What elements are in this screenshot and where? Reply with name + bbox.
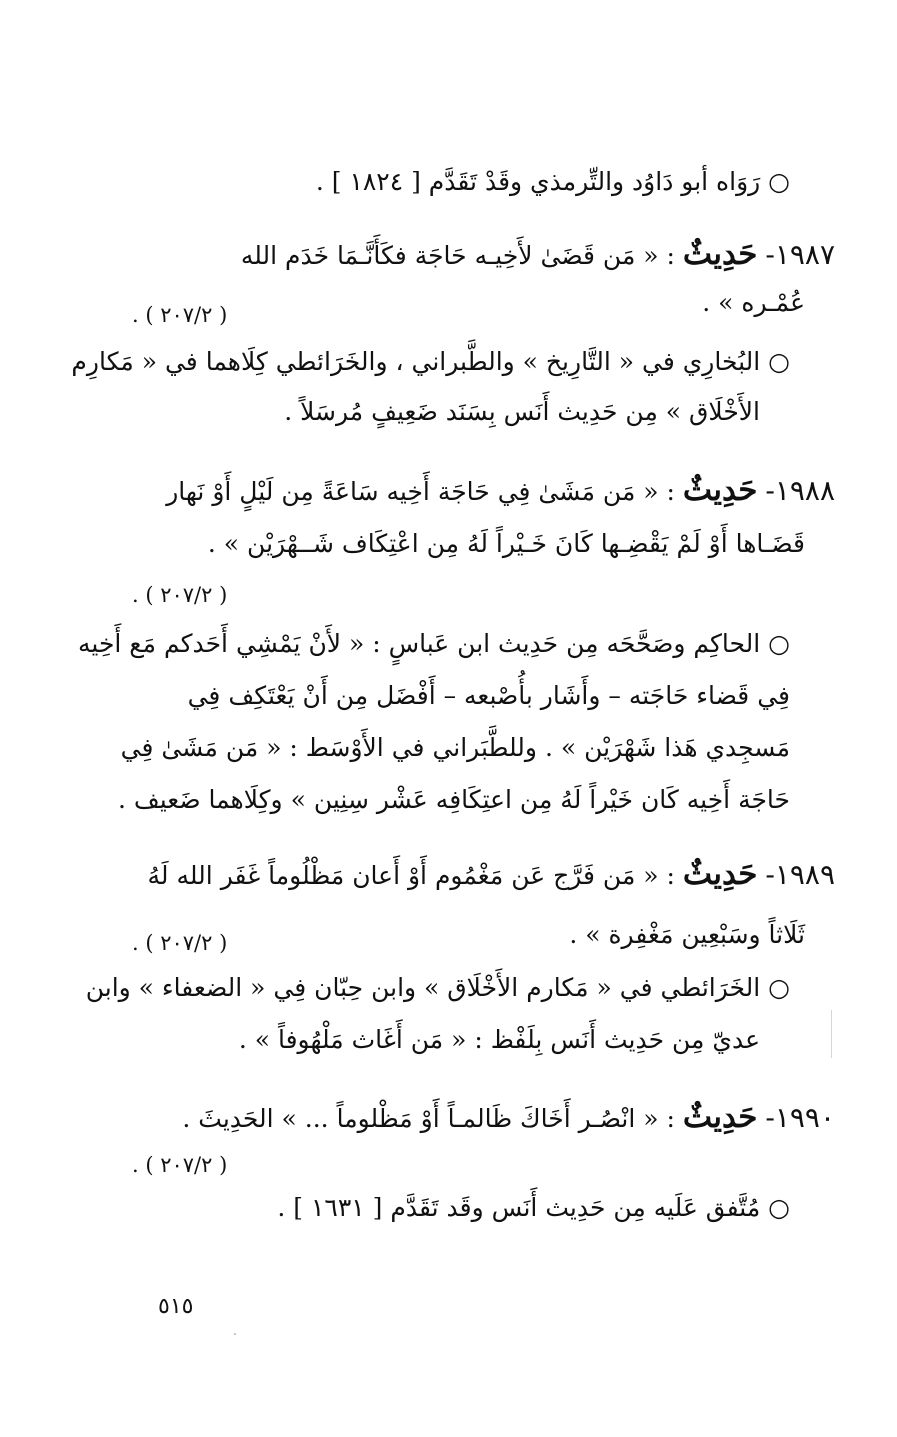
reference: ( ٢٠٧/٢ ) .: [132, 583, 228, 607]
hadith-heading-1990: [182, 1097, 835, 1139]
hadith-label: حَدِيثٌ: [682, 1099, 758, 1135]
hadith-label: حَدِيثٌ: [682, 236, 758, 272]
reference: ( ٢٠٧/٢ ) .: [132, 1153, 228, 1177]
note-line: ○ البُخارِي في « التَّارِيخ » والطَّبراني ، والخَرَائطي كِلَاهما في « مَكارِم: [71, 347, 790, 376]
hadith-number: ١٩٨٨-: [765, 474, 835, 507]
note-line: مَسجِدي هَذا شَهْرَيْن » . وللطَّبَراني في الأَوْسَط : « مَن مَشَىٰ فِي: [120, 733, 790, 762]
hadith-number: ١٩٨٧-: [765, 238, 835, 271]
hadith-label: حَدِيثٌ: [682, 856, 758, 892]
note-line: حَاجَة أَخِيه كَان خَيْراً لَهُ مِن اعتِكَافِه عَشْر سِنِين » وكِلَاهما ضَعيف .: [117, 785, 790, 814]
hadith-text: : « انْصُـر أَخَاكَ ظَالمـاً أَوْ مَظْلوماً ... » الحَدِيثَ .: [182, 1104, 675, 1133]
scan-crease-mark: [831, 1010, 832, 1058]
hadith-number: ١٩٩٠-: [765, 1101, 835, 1134]
note-line: ○ الخَرَائطي في « مَكارم الأَخْلَاق » وابن حِبّان فِي « الضعفاء » وابن: [85, 973, 790, 1002]
scan-dust-mark: [234, 1333, 236, 1335]
note-line: ○ مُتَّفق عَلَيه مِن حَدِيث أَنَس وقَد تَقَدَّم [ ١٦٣١ ] .: [277, 1193, 790, 1222]
note-line: عديّ مِن حَدِيث أَنَس بِلَفْظ : « مَن أَغَاث مَلْهُوفاً » .: [238, 1025, 760, 1054]
hadith-heading-1987: [241, 234, 835, 276]
hadith-text: : « مَن مَشَىٰ فِي حَاجَة أَخِيه سَاعَةً مِن لَيْلٍ أَوْ نَهار: [166, 477, 675, 506]
hadith-text: : « مَن فَرَّج عَن مَغْمُوم أَوْ أَعان مَظْلُوماً غَفَر الله لَهُ: [147, 861, 675, 890]
note-line: فِي قَضاء حَاجَته – وأَشَار بأُصْبعه – أَفْضَل مِن أَنْ يَعْتَكِف فِي: [187, 681, 790, 710]
note-line: الأَخْلَاق » مِن حَدِيث أَنَس بِسَنَد ضَعِيفٍ مُرسَلاً .: [284, 397, 760, 426]
hadith-heading-1989: [148, 854, 835, 896]
page-number: ٥١٥: [158, 1294, 194, 1319]
hadith-text: : « مَن قَضَىٰ لأَخِيـه حَاجَة فكَأَنَّـمَا خَدَم الله: [240, 241, 675, 270]
hadith-heading-1988: [166, 470, 835, 512]
note-line: ○ رَوَاه أبو دَاوُد والتِّرمذي وقَدْ تَقَدَّم [ ١٨٢٤ ] .: [315, 167, 790, 196]
hadith-number: ١٩٨٩-: [765, 858, 835, 891]
hadith-text-continuation: عُمْـره » .: [702, 288, 805, 317]
reference: ( ٢٠٧/٢ ) .: [132, 303, 228, 327]
hadith-text-continuation: قَضَـاها أَوْ لَمْ يَقْضِـها كَانَ خَـيْراً لَهُ مِن اعْتِكَاف شَــهْرَيْن » .: [207, 529, 805, 558]
hadith-text-continuation: ثَلَاثاً وسَبْعِين مَغْفِرة » .: [569, 920, 805, 949]
note-line: ○ الحاكِم وصَحَّحَه مِن حَدِيث ابن عَباسٍ : « لأَنْ يَمْشِي أَحَدكم مَع أَخِيه: [78, 629, 790, 658]
reference: ( ٢٠٧/٢ ) .: [132, 931, 228, 955]
hadith-label: حَدِيثٌ: [682, 472, 758, 508]
